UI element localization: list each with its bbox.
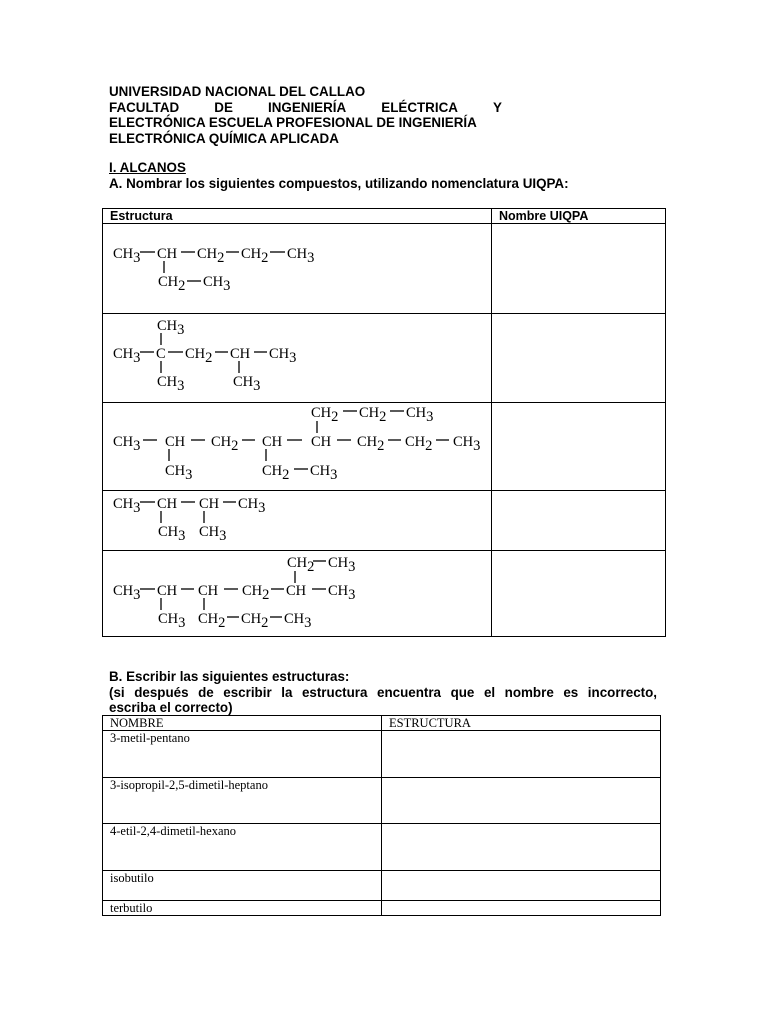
group-label: CH3 — [165, 463, 193, 483]
group-label: CH2 — [241, 611, 269, 631]
structure-cell — [103, 224, 492, 314]
group-label: CH2 — [359, 405, 387, 425]
group-label: CH3 — [287, 246, 315, 266]
iupac-name-answer-cell[interactable] — [492, 551, 666, 637]
structure-answer-cell[interactable] — [382, 824, 661, 871]
group-label: CH3 — [310, 463, 338, 483]
group-label: CH2 — [311, 405, 339, 425]
group-label: CH2 — [211, 434, 239, 454]
faculty-line — [109, 100, 502, 116]
part-a-instruction: A. Nombrar los siguientes compuestos, utilizando nomenclatura UIQPA: — [109, 176, 569, 191]
group-label: CH2 — [357, 434, 385, 454]
structure-cell — [103, 314, 492, 403]
faculty-word: FACULTAD — [109, 99, 180, 115]
part-b-note-continuation: escriba el correcto) — [109, 700, 233, 715]
naming-table — [102, 208, 666, 637]
compound-name-cell: 3-metil-pentano — [103, 731, 382, 778]
part-b-note: (si después de escribir la estructura encuentra que el nombre es incorrecto, — [109, 684, 657, 700]
group-label: CH — [165, 434, 186, 450]
molecule-5-structure — [103, 551, 491, 635]
group-label: CH3 — [157, 374, 185, 394]
faculty-word: Y — [493, 99, 502, 115]
compound-name-cell: 4-etil-2,4-dimetil-hexano — [103, 824, 382, 871]
group-label: C — [156, 346, 166, 362]
molecule-4-structure — [103, 491, 491, 549]
group-label: CH — [199, 496, 220, 512]
group-label: CH — [198, 583, 219, 599]
group-label: CH3 — [199, 524, 227, 544]
group-label: CH2 — [158, 274, 186, 294]
group-label: CH — [262, 434, 283, 450]
group-label: CH3 — [233, 374, 261, 394]
iupac-name-answer-cell[interactable] — [492, 314, 666, 403]
group-label: CH3 — [113, 346, 141, 366]
group-label: CH3 — [158, 524, 186, 544]
group-label: CH3 — [113, 496, 141, 516]
faculty-word: INGENIERÍA — [268, 99, 347, 115]
faculty-word: DE — [214, 99, 233, 115]
group-label: CH3 — [238, 496, 266, 516]
group-label: CH2 — [197, 246, 225, 266]
group-label: CH2 — [405, 434, 433, 454]
part-b-title: B. Escribir las siguientes estructuras: — [109, 669, 350, 684]
group-label: CH2 — [242, 583, 270, 603]
group-label: CH — [157, 246, 178, 262]
group-label: CH3 — [269, 346, 297, 366]
molecule-2-structure — [103, 314, 491, 401]
university-name: UNIVERSIDAD NACIONAL DEL CALLAO — [109, 84, 366, 99]
compound-name-cell: isobutilo — [103, 871, 382, 901]
iupac-name-column-header: Nombre UIQPA — [492, 209, 666, 224]
iupac-name-answer-cell[interactable] — [492, 491, 666, 551]
group-label: CH — [311, 434, 332, 450]
school-line: ELECTRÓNICA ESCUELA PROFESIONAL DE INGENIERÍA — [109, 115, 477, 130]
group-label: CH3 — [328, 583, 356, 603]
group-label: CH3 — [328, 555, 356, 575]
molecule-1-structure — [103, 224, 491, 312]
molecule-3-structure — [103, 403, 491, 489]
group-label: CH2 — [198, 611, 226, 631]
group-label: CH3 — [406, 405, 434, 425]
compound-name-cell: terbutilo — [103, 901, 382, 916]
group-label: CH3 — [113, 434, 141, 454]
course-line: ELECTRÓNICA QUÍMICA APLICADA — [109, 130, 339, 146]
name-column-header: NOMBRE — [103, 716, 382, 731]
structure-answer-cell[interactable] — [382, 731, 661, 778]
iupac-name-answer-cell[interactable] — [492, 224, 666, 314]
structure-cell — [103, 403, 492, 491]
group-label: CH — [157, 583, 178, 599]
structure-cell — [103, 491, 492, 551]
group-label: CH2 — [262, 463, 290, 483]
compound-name-cell: 3-isopropil-2,5-dimetil-heptano — [103, 778, 382, 824]
section-title-alcanos: I. ALCANOS — [109, 160, 186, 175]
group-label: CH2 — [185, 346, 213, 366]
faculty-word: ELÉCTRICA — [381, 99, 458, 115]
structure-cell — [103, 551, 492, 637]
structure-answer-cell[interactable] — [382, 901, 661, 916]
group-label: CH3 — [203, 274, 231, 294]
structure-answer-cell[interactable] — [382, 871, 661, 901]
group-label: CH2 — [241, 246, 269, 266]
structure-column-header: ESTRUCTURA — [382, 716, 661, 731]
group-label: CH2 — [287, 555, 315, 575]
structure-column-header: Estructura — [103, 209, 492, 224]
group-label: CH3 — [453, 434, 481, 454]
group-label: CH3 — [157, 318, 185, 338]
group-label: CH — [286, 583, 307, 599]
group-label: CH3 — [113, 246, 141, 266]
iupac-name-answer-cell[interactable] — [492, 403, 666, 491]
structures-table — [102, 715, 661, 916]
structure-answer-cell[interactable] — [382, 778, 661, 824]
group-label: CH — [157, 496, 178, 512]
group-label: CH3 — [284, 611, 312, 631]
group-label: CH3 — [158, 611, 186, 631]
group-label: CH — [230, 346, 251, 362]
group-label: CH3 — [113, 583, 141, 603]
